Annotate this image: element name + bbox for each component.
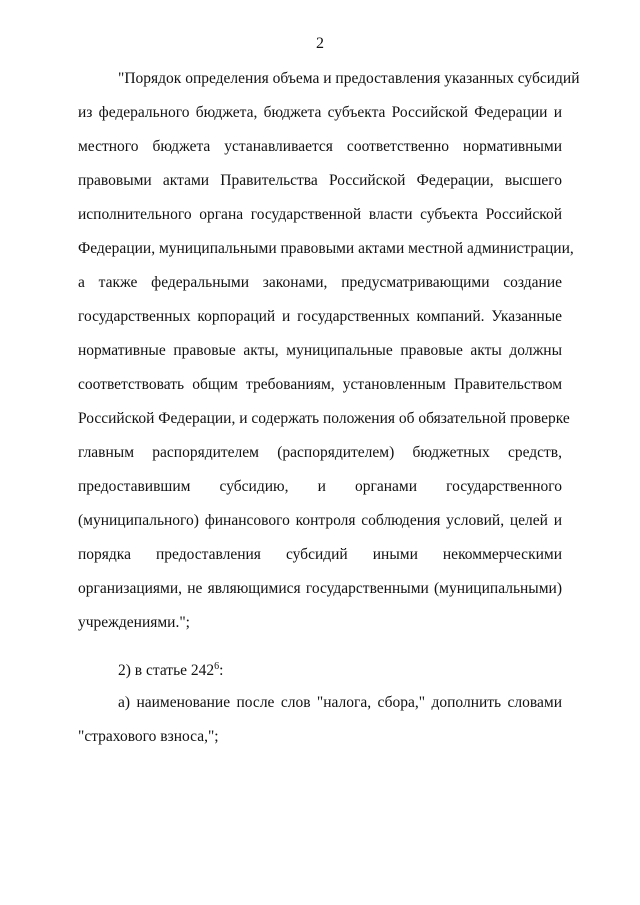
text-line: порядка предоставления субсидий иными некоммерческими	[78, 546, 562, 563]
text-line: Российской Федерации, и содержать положения об обязательной проверке	[78, 410, 570, 427]
text-line: правовыми актами Правительства Российской Федерации, высшего	[78, 172, 562, 189]
text-line: а) наименование после слов "налога, сбора," дополнить словами	[118, 694, 562, 711]
text-line: исполнительного органа государственной власти субъекта Российской	[78, 206, 562, 223]
text-line: нормативные правовые акты, муниципальные правовые акты должны	[78, 342, 562, 359]
text-line: соответствовать общим требованиям, установленным Правительством	[78, 376, 562, 393]
text-line: государственных корпораций и государственных компаний. Указанные	[78, 308, 562, 325]
text-line: из федерального бюджета, бюджета субъекта Российской Федерации и	[78, 104, 562, 121]
item-2-superscript: 6	[214, 660, 220, 672]
text-line: местного бюджета устанавливается соответственно нормативными	[78, 138, 562, 155]
text-line: организациями, не являющимися государственными (муниципальными)	[78, 580, 562, 597]
item-2-colon: :	[219, 662, 224, 679]
text-line: Федерации, муниципальными правовыми актами местной администрации,	[78, 240, 574, 257]
text-line: главным распорядителем (распорядителем) бюджетных средств,	[78, 444, 562, 461]
item-2-paragraph	[78, 654, 562, 688]
text-line: предоставившим субсидию, и органами государственного	[78, 478, 562, 495]
text-line: а также федеральными законами, предусматривающими создание	[78, 274, 562, 291]
item-2-line	[78, 654, 562, 688]
item-2-text: 2) в статье 242	[118, 662, 215, 679]
page-number: 2	[316, 35, 324, 52]
text-line: "страхового взноса,";	[78, 728, 219, 745]
text-line: учреждениями.";	[78, 614, 190, 631]
item-a-paragraph	[78, 686, 562, 754]
text-line: (муниципального) финансового контроля соблюдения условий, целей и	[78, 512, 562, 529]
quoted-paragraph	[78, 62, 580, 640]
text-line: "Порядок определения объема и предоставления указанных субсидий	[118, 70, 580, 87]
